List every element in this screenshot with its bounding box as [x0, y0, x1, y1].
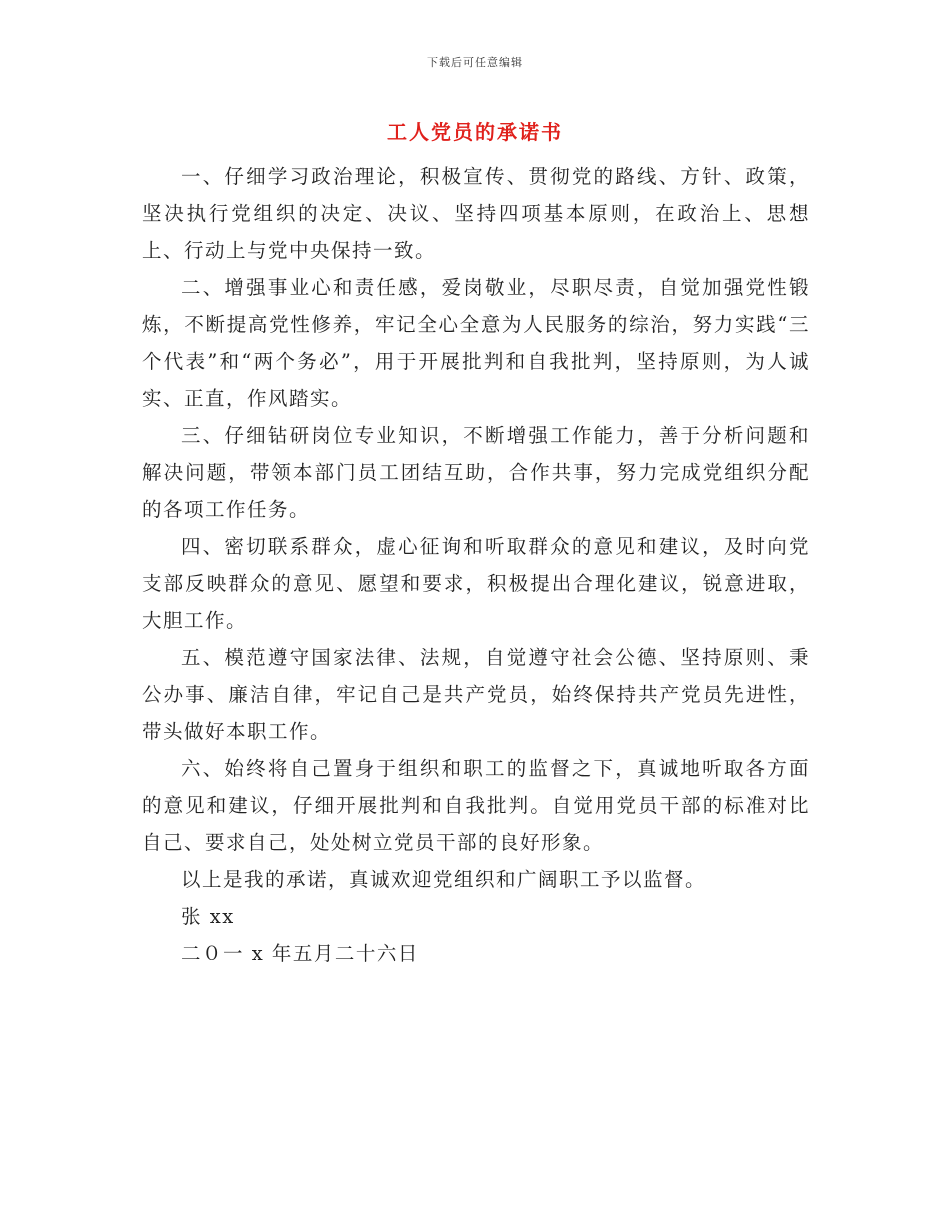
- pledge-paragraph-5: 五、模范遵守国家法律、法规，自觉遵守社会公德、坚持原则、秉公办事、廉洁自律，牢记自己是共产党员，始终保持共产党员先进性，带头做好本职工作。: [142, 646, 810, 743]
- pledge-paragraph-3: 三、仔细钻研岗位专业知识，不断增强工作能力，善于分析问题和解决问题，带领本部门员工团结互助，合作共事，努力完成党组织分配的各项工作任务。: [142, 424, 810, 521]
- signature: 张 xx: [181, 905, 235, 928]
- header-note: 下载后可任意编辑: [427, 56, 523, 69]
- document-title: 工人党员的承诺书: [387, 120, 563, 144]
- pledge-paragraph-1: 一、仔细学习政治理论，积极宣传、贯彻党的路线、方针、政策，坚决执行党组织的决定、决议、坚持四项基本原则，在政治上、思想上、行动上与党中央保持一致。: [142, 165, 810, 262]
- document-body: [142, 158, 810, 972]
- pledge-paragraph-6: 六、始终将自己置身于组织和职工的监督之下，真诚地听取各方面的意见和建议，仔细开展批判和自我批判。自觉用党员干部的标准对比自己、要求自己，处处树立党员干部的良好形象。: [142, 757, 810, 854]
- pledge-paragraph-2: 二、增强事业心和责任感，爱岗敬业，尽职尽责，自觉加强党性锻炼，不断提高党性修养，牢记全心全意为人民服务的综治，努力实践“三个代表”和“两个务必”，用于开展批判和自我批判，坚持原则，为人诚实、正直，作风踏实。: [142, 276, 810, 410]
- date-line: 二０一 x 年五月二十六日: [181, 942, 419, 965]
- pledge-paragraph-4: 四、密切联系群众，虚心征询和听取群众的意见和建议，及时向党支部反映群众的意见、愿望和要求，积极提出合理化建议，锐意进取，大胆工作。: [142, 535, 810, 632]
- closing-statement: 以上是我的承诺，真诚欢迎党组织和广阔职工予以监督。: [181, 868, 707, 891]
